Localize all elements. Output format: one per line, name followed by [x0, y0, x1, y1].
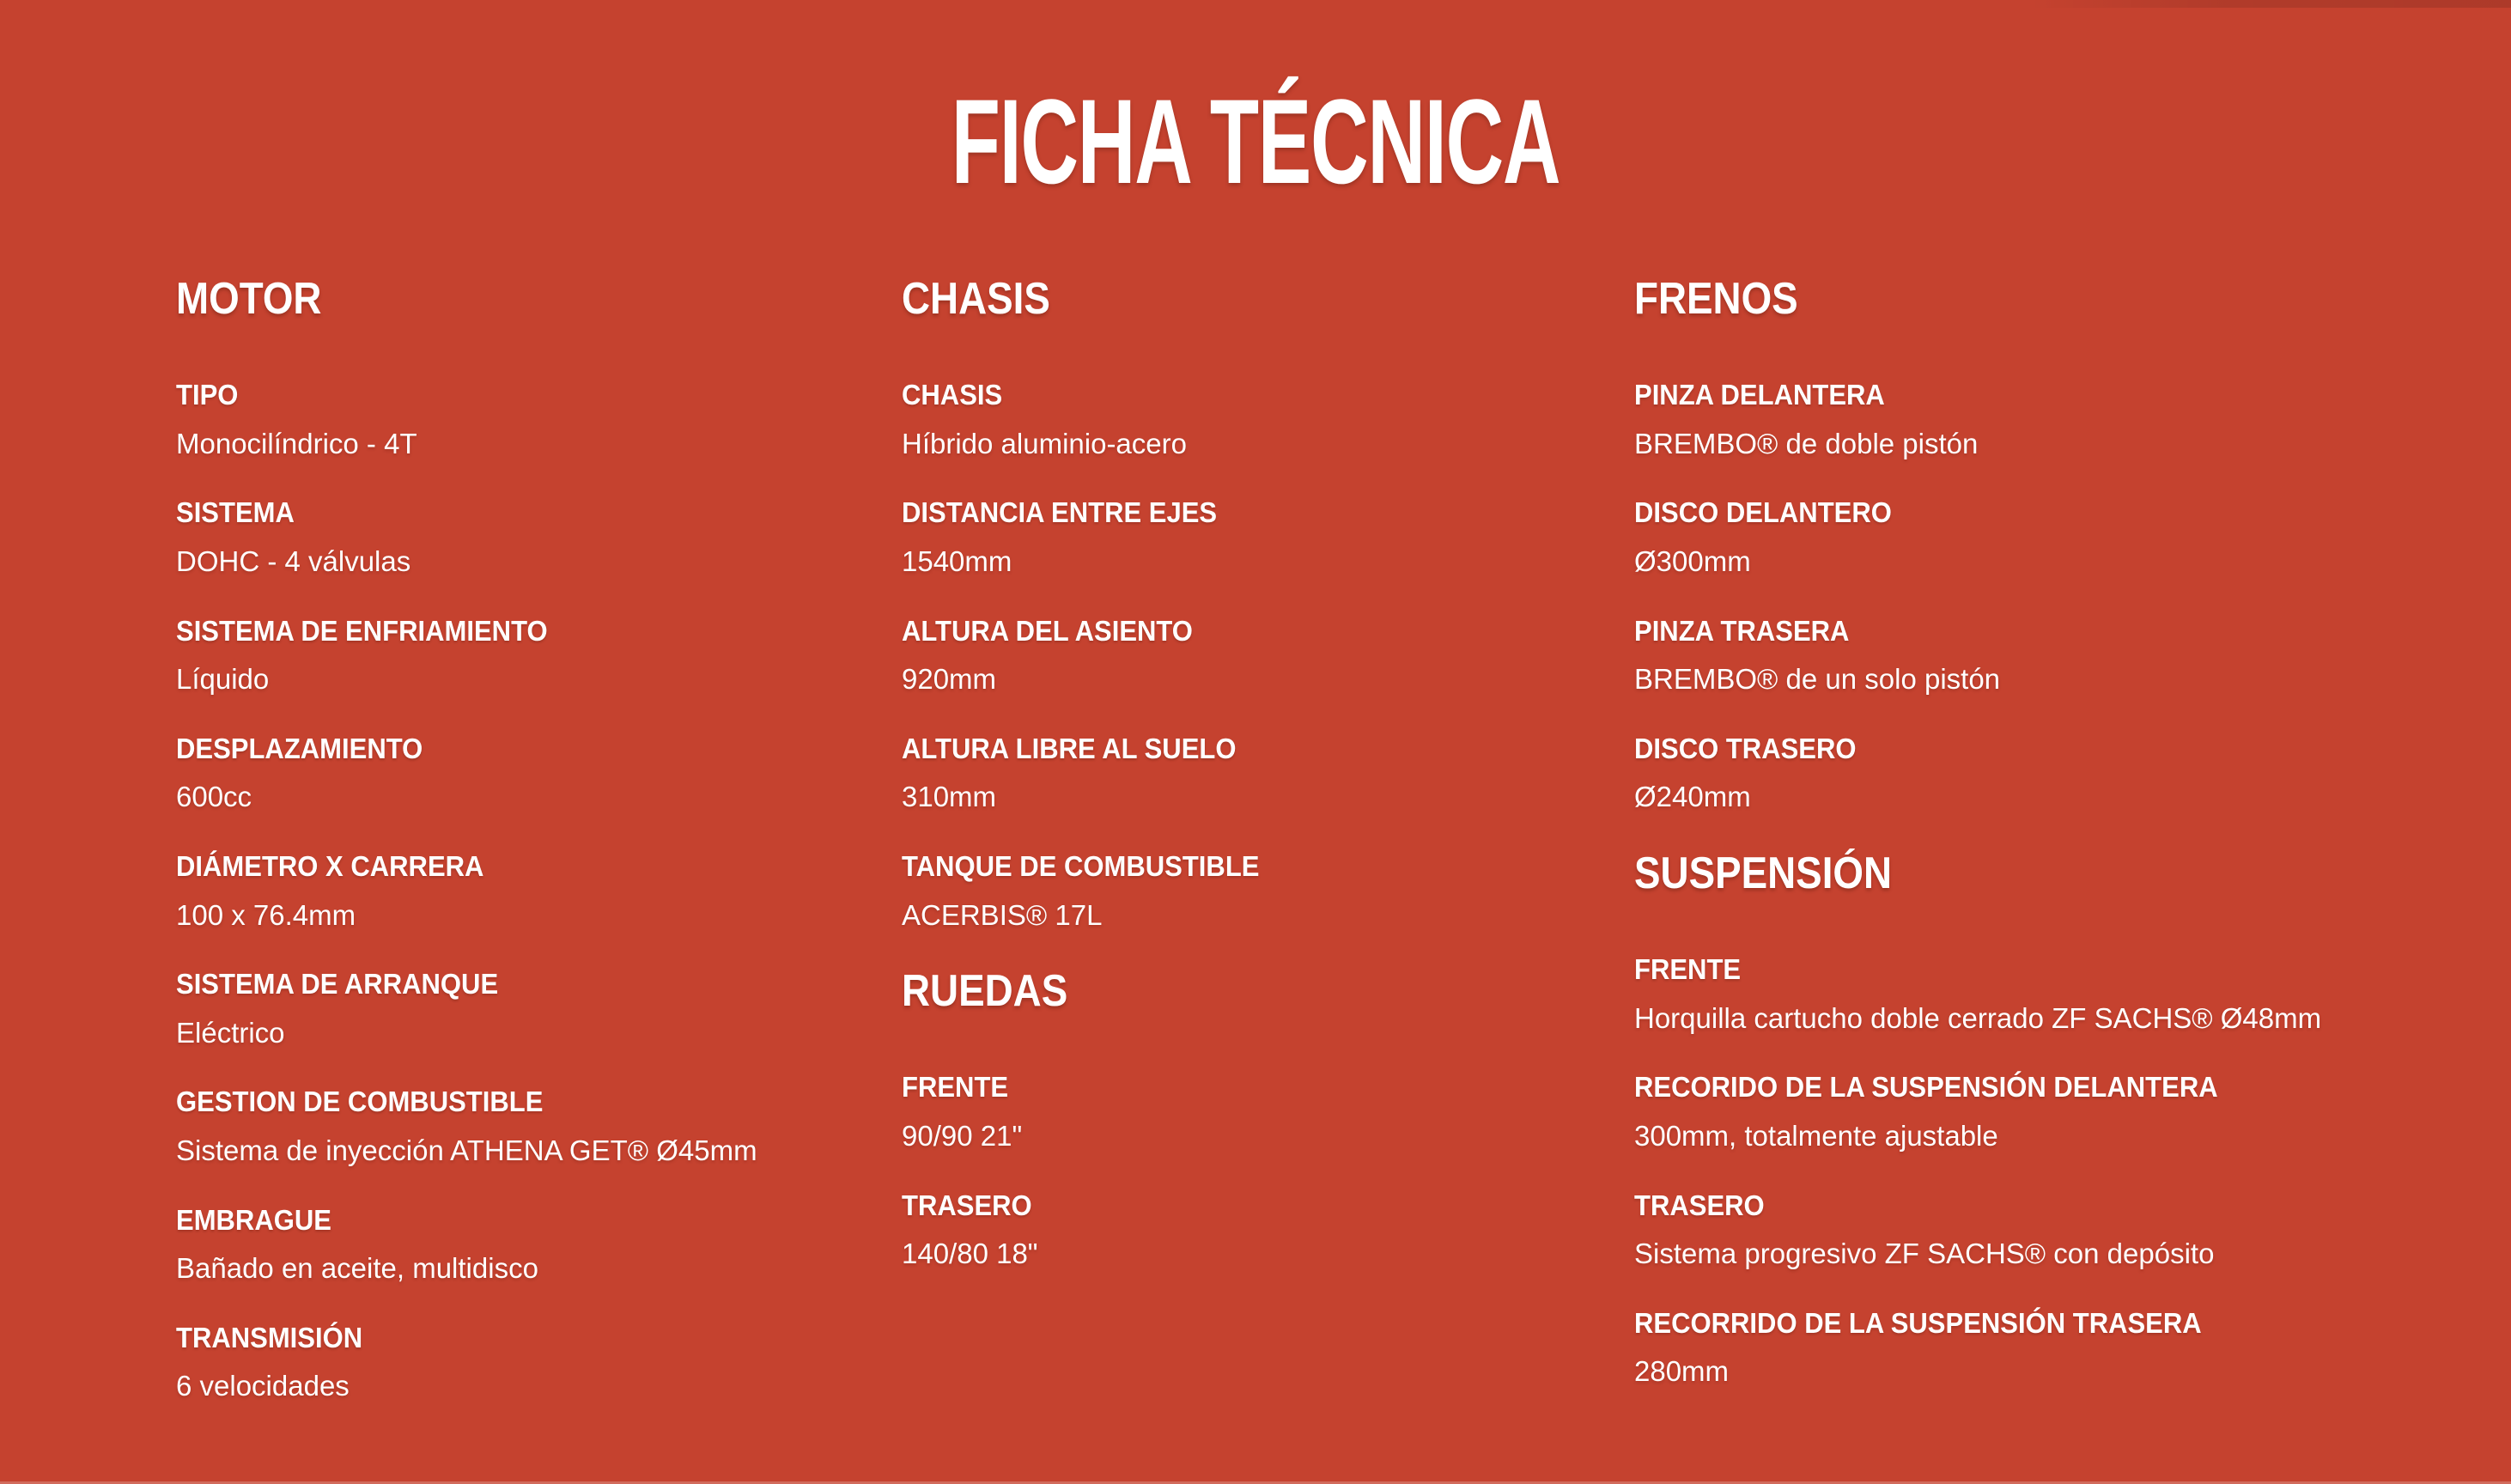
- spec-column-3: [1634, 275, 2356, 1424]
- spec-label: CHASIS: [902, 379, 1003, 411]
- spec-label: TIPO: [176, 379, 239, 411]
- spec-label: PINZA DELANTERA: [1634, 379, 1885, 411]
- spec-label: DIÁMETRO X CARRERA: [176, 849, 484, 882]
- spec-value: Híbrido aluminio-acero: [902, 427, 1187, 459]
- spec-value: 310mm: [902, 781, 997, 813]
- spec-value: Bañado en aceite, multidisco: [176, 1252, 538, 1285]
- spec-value: Sistema de inyección ATHENA GET® Ø45mm: [176, 1134, 757, 1166]
- spec-item: [1634, 1070, 2356, 1153]
- spec-label: SISTEMA: [176, 496, 295, 529]
- spec-column-1: [176, 275, 897, 1438]
- spec-label: FRENTE: [902, 1071, 1009, 1104]
- spec-value: Eléctrico: [176, 1016, 285, 1049]
- spec-item: [176, 614, 897, 696]
- spec-label: ALTURA DEL ASIENTO: [902, 614, 1193, 647]
- spec-label: EMBRAGUE: [176, 1203, 331, 1236]
- spec-item: [176, 496, 897, 578]
- spec-label: DISCO DELANTERO: [1634, 496, 1892, 529]
- spec-item: [1634, 732, 2356, 814]
- spec-item: [1634, 496, 2356, 578]
- spec-value: 920mm: [902, 663, 997, 696]
- spec-item: [176, 1203, 897, 1286]
- spec-label: TRANSMISIÓN: [176, 1321, 363, 1353]
- section-heading-suspension: SUSPENSIÓN: [1634, 848, 1893, 898]
- spec-value: 600cc: [176, 781, 252, 813]
- spec-value: 90/90 21": [902, 1119, 1023, 1152]
- spec-item: [176, 849, 897, 932]
- spec-value: Ø300mm: [1634, 544, 1751, 577]
- section-heading-ruedas: RUEDAS: [902, 966, 1068, 1017]
- spec-item: [902, 849, 1623, 932]
- spec-item: [902, 1189, 1623, 1271]
- spec-label: DISTANCIA ENTRE EJES: [902, 496, 1218, 529]
- spec-value: 6 velocidades: [176, 1370, 350, 1402]
- spec-value: Sistema progresivo ZF SACHS® con depósito: [1634, 1238, 2215, 1270]
- section-chasis: [902, 275, 1623, 932]
- spec-label: ALTURA LIBRE AL SUELO: [902, 732, 1237, 764]
- top-edge-shade: [2030, 0, 2511, 8]
- spec-value: 280mm: [1634, 1355, 1730, 1388]
- spec-label: RECORIDO DE LA SUSPENSIÓN DELANTERA: [1634, 1071, 2218, 1104]
- spec-value: Horquilla cartucho doble cerrado ZF SACHS® Ø48mm: [1634, 1001, 2322, 1034]
- spec-value: ACERBIS® 17L: [902, 898, 1103, 931]
- spec-value: Ø240mm: [1634, 781, 1751, 813]
- spec-label: TRASERO: [1634, 1189, 1765, 1221]
- spec-label: DESPLAZAMIENTO: [176, 732, 423, 764]
- spec-value: Líquido: [176, 663, 270, 696]
- spec-value: 100 x 76.4mm: [176, 898, 356, 931]
- spec-item: [1634, 1189, 2356, 1271]
- spec-value: Monocilíndrico - 4T: [176, 427, 417, 459]
- section-heading-chasis: CHASIS: [902, 274, 1050, 324]
- spec-item: [176, 1085, 897, 1167]
- section-heading-motor: MOTOR: [176, 274, 322, 324]
- section-ruedas: [902, 967, 1623, 1271]
- spec-value: BREMBO® de un solo pistón: [1634, 663, 2001, 696]
- section-suspension: [1634, 849, 2356, 1389]
- spec-value: 140/80 18": [902, 1238, 1038, 1270]
- spec-item: [1634, 1306, 2356, 1389]
- spec-column-2: [902, 275, 1623, 1306]
- spec-label: TANQUE DE COMBUSTIBLE: [902, 849, 1260, 882]
- page-title: FICHA TÉCNICA: [951, 74, 1560, 209]
- spec-item: [1634, 378, 2356, 460]
- spec-item: [902, 614, 1623, 696]
- spec-value: 1540mm: [902, 544, 1012, 577]
- spec-item: [902, 496, 1623, 578]
- spec-label: FRENTE: [1634, 953, 1742, 986]
- spec-item: [902, 1070, 1623, 1153]
- spec-item: [1634, 952, 2356, 1035]
- spec-item: [176, 378, 897, 460]
- spec-value: BREMBO® de doble pistón: [1634, 427, 1979, 459]
- spec-item: [176, 1321, 897, 1403]
- section-frenos: [1634, 275, 2356, 814]
- spec-label: SISTEMA DE ENFRIAMIENTO: [176, 614, 548, 647]
- spec-value: 300mm, totalmente ajustable: [1634, 1119, 1998, 1152]
- spec-item: [176, 967, 897, 1049]
- spec-item: [1634, 614, 2356, 696]
- spec-item: [902, 378, 1623, 460]
- spec-label: GESTION DE COMBUSTIBLE: [176, 1086, 544, 1118]
- spec-label: DISCO TRASERO: [1634, 732, 1857, 764]
- spec-label: RECORRIDO DE LA SUSPENSIÓN TRASERA: [1634, 1306, 2202, 1339]
- section-heading-frenos: FRENOS: [1634, 274, 1798, 324]
- spec-item: [176, 732, 897, 814]
- spec-label: TRASERO: [902, 1189, 1032, 1221]
- section-motor: [176, 275, 897, 1403]
- spec-label: PINZA TRASERA: [1634, 614, 1850, 647]
- spec-item: [902, 732, 1623, 814]
- spec-label: SISTEMA DE ARRANQUE: [176, 968, 499, 1000]
- spec-value: DOHC - 4 válvulas: [176, 544, 411, 577]
